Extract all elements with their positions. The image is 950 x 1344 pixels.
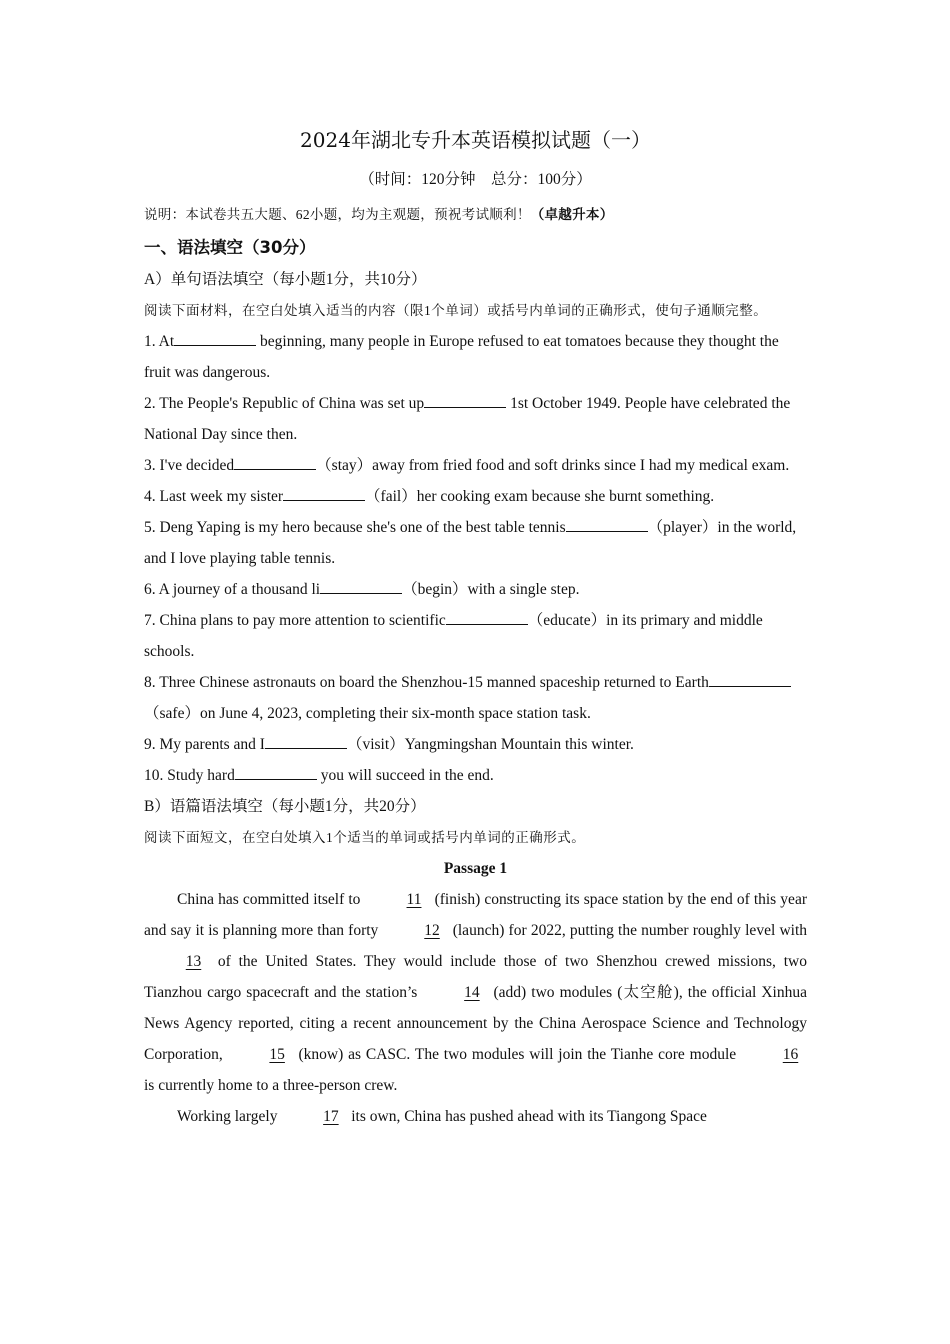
question-3: 3. I've decided （stay）away from fried food and soft drinks since I had my medical exam. (144, 457, 790, 474)
exam-note (144, 199, 807, 231)
part-a-title: A）单句语法填空（每小题1分，共10分） (144, 271, 427, 288)
part-b-instruction: 阅读下面短文，在空白处填入1个适当的单词或括号内单词的正确形式。 (144, 830, 586, 845)
answer-blank[interactable] (174, 331, 256, 346)
answer-blank[interactable] (235, 765, 317, 780)
blank-17[interactable]: 17 (323, 1108, 339, 1125)
answer-blank[interactable] (709, 672, 791, 687)
blank-11[interactable]: 11 (406, 891, 422, 908)
answer-blank[interactable] (424, 393, 506, 408)
question-7: 7. China plans to pay more attention to scientific （educate）in its primary and middle schools. (144, 612, 763, 660)
blank-12[interactable]: 12 (424, 922, 440, 939)
blank-14[interactable]: 14 (464, 984, 480, 1001)
exam-content (144, 122, 807, 1132)
part-a-instruction: 阅读下面材料，在空白处填入适当的内容（限1个单词）或括号内单词的正确形式，使句子通顺完整。 (144, 303, 768, 318)
blank-13[interactable]: 13 (185, 953, 202, 970)
question-8: 8. Three Chinese astronauts on board the Shenzhou-15 manned spaceship returned to Earth（safe）on June 4, 2023, completing their six-month space station task. (144, 667, 807, 729)
exam-meta: （时间：120分钟 总分：100分） (359, 171, 592, 188)
passage-paragraph-1: China has committed itself to 11 (finish) constructing its space station by the end of this year and say it is planning more than forty 12 (launch) for 2022, putting the number roughly level with 13 of the United States. They would include those of two Shenzhou crewed missions, two Tianzhou cargo spacecraft and the station’s 14 (add) two modules (太空舱), the official Xinhua News Agency reported, citing a recent announcement by the China Aerospace Science and Technology Corporation, 15 (know) as CASC. The two modules will join the Tianhe core module 16 is currently home to a three-person crew. (144, 884, 807, 1101)
blank-15[interactable]: 15 (269, 1046, 285, 1063)
answer-blank[interactable] (446, 610, 528, 625)
note-brand: （卓越升本） (530, 207, 614, 223)
question-1: 1. At beginning, many people in Europe refused to eat tomatoes because they thought the fruit was dangerous. (144, 333, 779, 381)
passage-title: Passage 1 (443, 860, 508, 877)
answer-blank[interactable] (265, 734, 347, 749)
question-9: 9. My parents and I （visit）Yangmingshan Mountain this winter. (144, 736, 634, 753)
question-5: 5. Deng Yaping is my hero because she's one of the best table tennis （player）in the world, and I love playing table tennis. (144, 519, 797, 567)
question-list (144, 326, 807, 791)
blank-16[interactable]: 16 (782, 1046, 799, 1063)
answer-blank[interactable] (566, 517, 648, 532)
part-b-title: B）语篇语法填空（每小题1分，共20分） (144, 798, 426, 815)
answer-blank[interactable] (320, 579, 402, 594)
section-heading: 一、语法填空（30分） (144, 238, 316, 257)
answer-blank[interactable] (283, 486, 365, 501)
question-2: 2. The People's Republic of China was set up 1st October 1949. People have celebrated the National Day since then. (144, 395, 791, 443)
answer-blank[interactable] (234, 455, 316, 470)
question-10: 10. Study hard you will succeed in the end. (144, 767, 494, 784)
question-6: 6. A journey of a thousand li （begin）with a single step. (144, 581, 580, 598)
passage-paragraph-2: Working largely 17 its own, China has pushed ahead with its Tiangong Space (144, 1101, 807, 1132)
question-4: 4. Last week my sister （fail）her cooking exam because she burnt something. (144, 488, 715, 505)
page-title: 2024年湖北专升本英语模拟试题（一） (300, 128, 651, 152)
note-text: 说明：本试卷共五大题、62小题，均为主观题，预祝考试顺利！ (144, 207, 531, 222)
